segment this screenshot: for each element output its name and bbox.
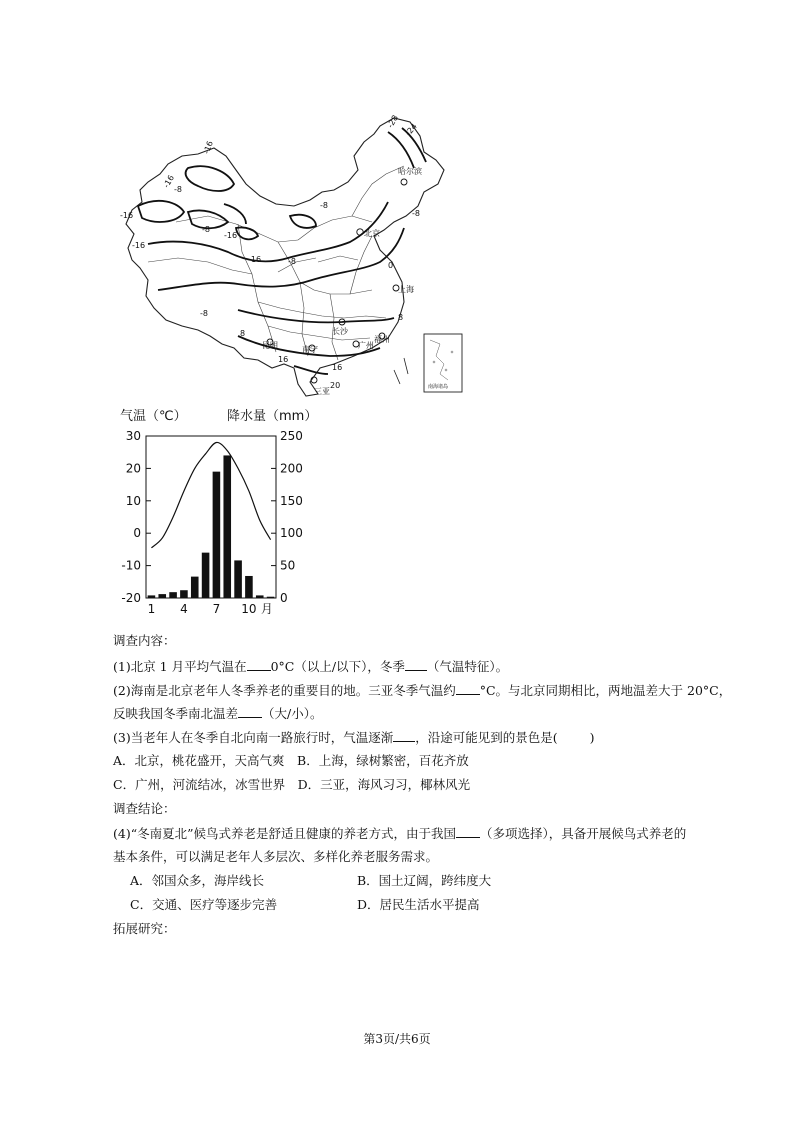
city-label: 上海 (398, 285, 414, 294)
page-footer: 第3页/共6页 (363, 1032, 431, 1046)
precip-tick-label: 0 (280, 591, 288, 605)
isotherm-label: 16 (332, 363, 343, 372)
month-tick-label: 1 (147, 602, 156, 616)
precipitation-bar (158, 594, 166, 598)
temp-tick-label: -20 (121, 591, 141, 605)
isotherm-label: 8 (398, 313, 404, 322)
city-label: 长沙 (332, 327, 348, 336)
precipitation-bar (202, 553, 210, 598)
q2-text-a: (2)海南是北京老年人冬季养老的重要目的地。三亚冬季气温约 (113, 683, 456, 698)
q4-blank[interactable] (456, 824, 480, 838)
temperature-axis-title: 气温（℃） (120, 409, 187, 424)
q3-blank-1[interactable] (393, 728, 415, 742)
month-unit-label: 月 (260, 602, 273, 616)
q1-blank-1[interactable] (247, 657, 271, 671)
precip-tick-label: 150 (280, 493, 303, 508)
isotherm-label: 0 (388, 261, 394, 270)
question-4-line-1 (113, 824, 686, 843)
month-tick-label: 4 (180, 602, 188, 616)
q2-blank-2[interactable] (238, 704, 262, 718)
precip-tick-label: 200 (280, 461, 303, 476)
isotherm-label: -8 (200, 309, 208, 318)
city-label: 福州 (374, 335, 390, 344)
q2-text-d: （大/小）。 (262, 706, 323, 721)
survey-conclusion-heading: 调查结论： (113, 801, 176, 816)
isotherm-label: 16 (278, 355, 289, 364)
isotherm-label: -8 (320, 201, 328, 210)
precipitation-bar (256, 595, 264, 598)
precipitation-axis-title: 降水量（mm） (227, 409, 318, 424)
precipitation-bar (267, 597, 275, 598)
precipitation-bar (180, 590, 188, 598)
temp-tick-label: 10 (125, 493, 141, 508)
city-label: 昆明 (262, 341, 278, 350)
isotherm-label: -16 (120, 211, 134, 220)
isotherm-label: -16 (201, 139, 215, 156)
temperature-line (151, 442, 270, 547)
q2-text-c: 反映我国冬季南北温差 (113, 706, 239, 721)
isotherm-label: -8 (288, 257, 296, 266)
inset-label: 南海诸岛 (428, 384, 449, 390)
precipitation-bars (148, 455, 275, 598)
precipitation-bar (213, 472, 221, 598)
question-3 (113, 728, 595, 747)
isotherm-label: -24 (403, 121, 419, 138)
q3-text-c: ) (589, 730, 595, 745)
question-1 (113, 657, 508, 676)
isotherm-label: -28 (385, 113, 401, 130)
temp-tick-label: 0 (133, 526, 141, 541)
q3-text-b: ，沿途可能见到的景色是( (415, 730, 558, 745)
isotherm-label: -8 (202, 225, 210, 234)
precipitation-bar (191, 577, 199, 598)
china-january-isotherm-map (118, 112, 470, 400)
temp-tick-label: 30 (125, 429, 141, 443)
precip-tick-label: 100 (280, 526, 303, 541)
precipitation-bar (169, 592, 177, 598)
climate-chart (110, 424, 310, 620)
isotherm-label: -16 (132, 241, 146, 250)
q1-text-a: (1)北京 1 月平均气温在 (113, 659, 247, 674)
plot-frame (146, 436, 276, 598)
precip-tick-label: 250 (280, 429, 303, 443)
isotherm-label: 8 (240, 329, 246, 338)
q1-blank-2[interactable] (405, 657, 427, 671)
isotherm-label: 20 (330, 381, 341, 390)
month-tick-label: 10 (241, 602, 257, 616)
q2-blank-1[interactable] (456, 681, 480, 695)
question-2-line-1 (113, 681, 731, 700)
question-4-line-2: 基本条件，可以满足老年人多层次、多样化养老服务需求。 (113, 849, 439, 864)
precip-tick-label: 50 (280, 558, 296, 573)
precipitation-bar (223, 455, 231, 598)
q2-text-b: °C。与北京同期相比，两地温差大于 20°C， (479, 683, 732, 698)
temp-tick-label: 20 (125, 461, 141, 476)
question-2-line-2 (113, 704, 322, 723)
q4-option-d: D．居民生活水平提高 (357, 897, 480, 912)
isotherm-label: -16 (161, 173, 177, 190)
survey-content-heading: 调查内容： (113, 633, 176, 648)
q4-option-c: C．交通、医疗等逐步完善 (130, 897, 278, 912)
q3-options-row-2: C．广州，河流结冰，冰雪世界 D．三亚，海风习习，椰林风光 (113, 777, 471, 792)
q1-text-b: 0°C（以上/以下），冬季 (270, 659, 405, 674)
precipitation-bar (245, 576, 253, 598)
q3-options-row-1: A．北京，桃花盛开，天高气爽 B．上海，绿树繁密，百花齐放 (113, 753, 469, 768)
isotherm-label: -16 (248, 255, 262, 264)
city-label: 哈尔滨 (398, 167, 422, 176)
city-label: 三亚 (314, 387, 330, 396)
extension-heading: 拓展研究： (113, 921, 176, 936)
q4-text-a: (4)“冬南夏北”候鸟式养老是舒适且健康的养老方式，由于我国 (113, 826, 456, 841)
q4-text-b: （多项选择），具备开展候鸟式养老的 (480, 826, 687, 841)
city-label: 南宁 (302, 345, 318, 354)
q4-option-b: B．国土辽阔，跨纬度大 (357, 873, 492, 888)
q4-option-a: A．邻国众多，海岸线长 (130, 873, 265, 888)
city-label: 广州 (358, 341, 374, 350)
isotherm-label: -16 (224, 231, 238, 240)
month-ticks (148, 602, 257, 616)
q1-text-c: （气温特征）。 (426, 659, 509, 674)
isotherm-label: -8 (412, 209, 420, 218)
temp-tick-label: -10 (121, 558, 141, 573)
temperature-ticks (121, 429, 151, 605)
q3-text-a: (3)当老年人在冬季自北向南一路旅行时，气温逐渐 (113, 730, 394, 745)
isotherm-label: -8 (174, 185, 182, 194)
city-label: 北京 (364, 229, 380, 238)
month-tick-label: 7 (212, 602, 221, 616)
precipitation-bar (234, 560, 242, 598)
precipitation-bar (148, 595, 156, 598)
